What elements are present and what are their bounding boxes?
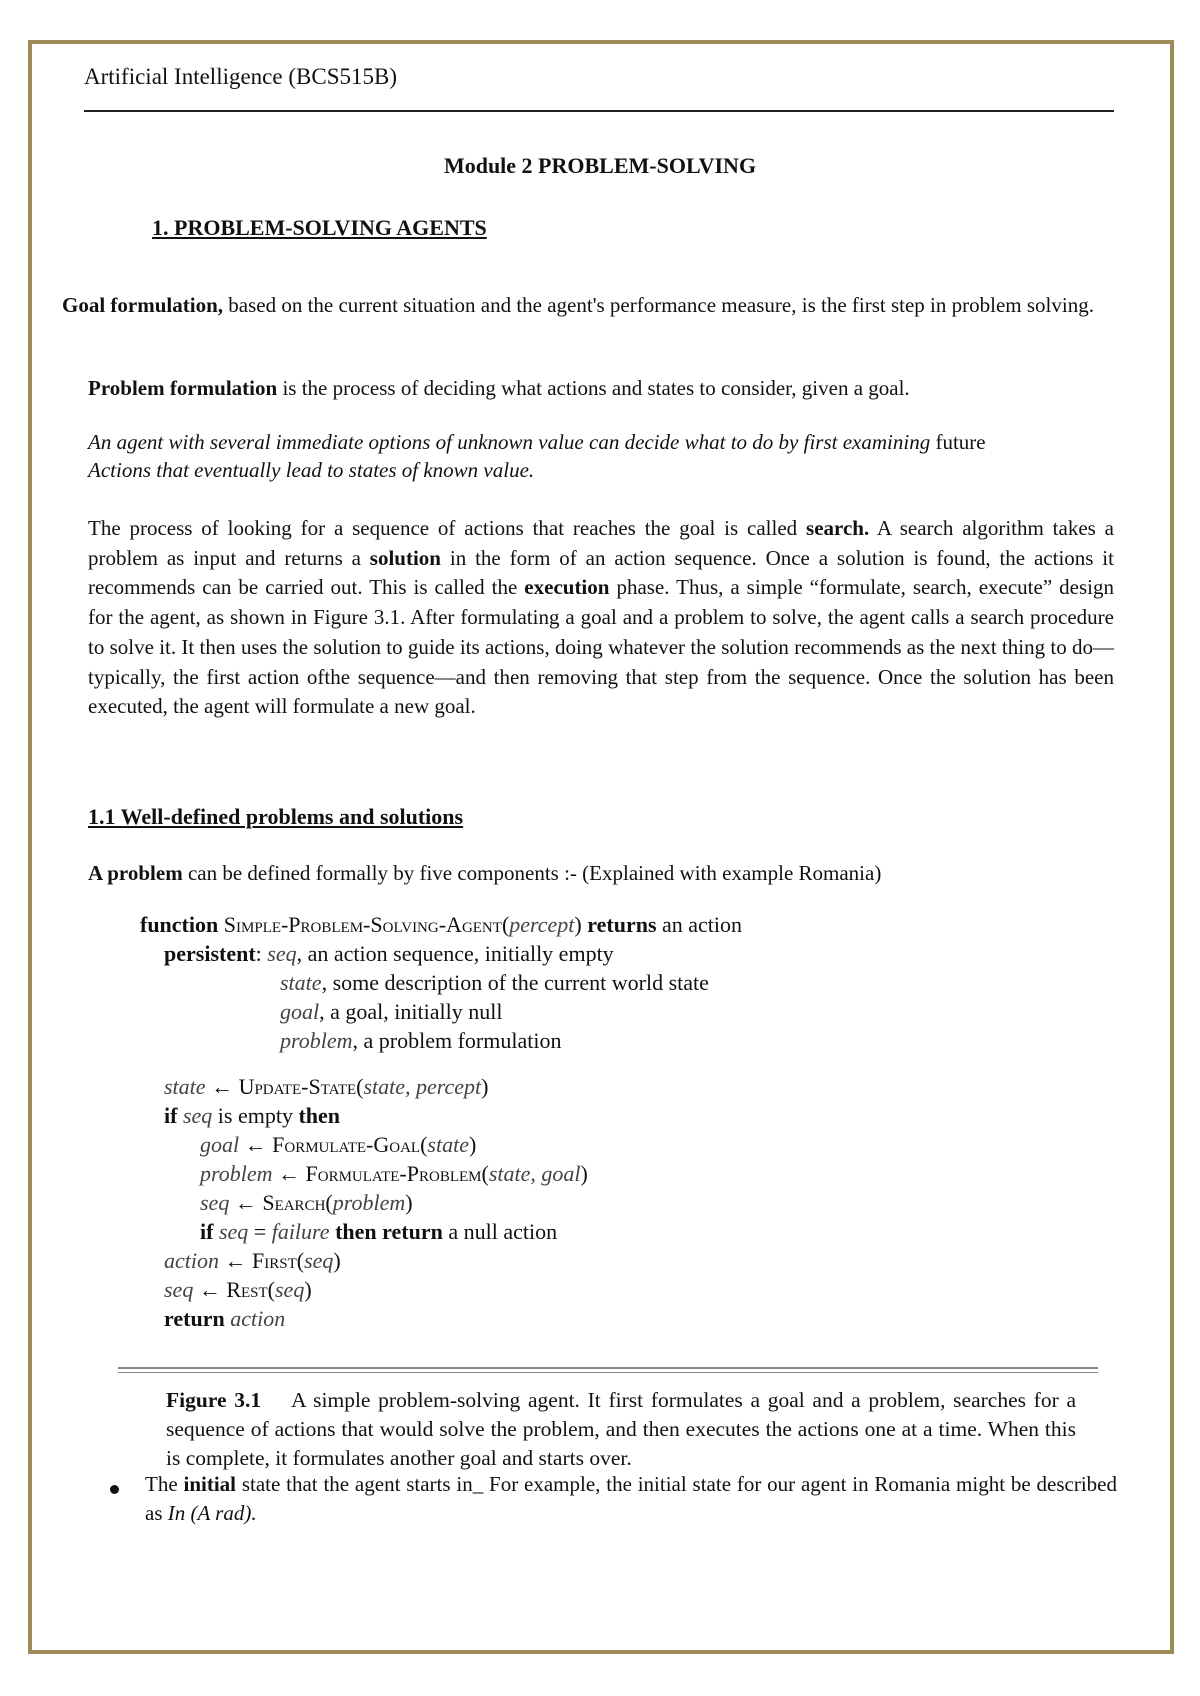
algo-if-empty-line: if seq is empty then [164, 1103, 341, 1128]
problem-formulation-paragraph [88, 373, 1128, 403]
options-paragraph [88, 428, 1120, 484]
search-paragraph [88, 514, 1114, 722]
figure-divider-thin [118, 1372, 1098, 1373]
initial-example: In (A rad). [167, 1501, 257, 1525]
algo-persistent-line: persistent: seq, an action sequence, initially empty [164, 941, 614, 966]
algo-update-state-line: state ← Update-State(state, percept) [164, 1074, 489, 1099]
algo-problem-decl: problem, a problem formulation [280, 1028, 562, 1053]
search-term: search. [806, 516, 870, 540]
algo-search-line: seq ← Search(problem) [200, 1190, 413, 1215]
course-title: Artificial Intelligence (BCS515B) [84, 64, 397, 89]
algo-function-name: Simple-Problem-Solving-Agent [223, 912, 502, 937]
search-text-1: The process of looking for a sequence of actions that reaches the goal is called [88, 516, 807, 540]
options-italic-text: An agent with several immediate options of unknown value can decide what to do by first examining [88, 430, 931, 454]
goal-formulation-paragraph [62, 290, 1120, 320]
search-text-3: in the form of an action sequence. Once a solution is found, the actions it recommends can be carried out. This is called the [88, 545, 1114, 600]
header-divider [84, 110, 1114, 112]
problem-formulation-text: is the process of deciding what actions and states to consider, given a goal. [277, 376, 910, 400]
initial-term: initial [183, 1472, 236, 1496]
algo-function-line: function Simple-Problem-Solving-Agent(percept) returns an action [140, 912, 743, 937]
algo-state-decl: state, some description of the current world state [280, 970, 709, 995]
algo-goal-decl: goal, a goal, initially null [280, 999, 503, 1024]
algo-return-line: return action [164, 1306, 286, 1331]
solution-term: solution [369, 545, 441, 570]
bullet-icon [110, 1485, 119, 1494]
problem-formulation-term: Problem formulation [88, 376, 278, 400]
problem-term: A problem [88, 861, 183, 885]
search-text-4: phase. Thus, a simple “formulate, search, execute” design for the agent, as shown in Figure 3.1. After formulating a goal and a problem to solve, the agent calls a search procedure to solve it. It then uses the solution to guide its actions, doing whatever the solution recommends as the next thing to do—typically, the first action ofthe sequence—and then removing that step from the sequence. Once the solution has been executed, the agent will formulate a new goal. [88, 575, 1114, 719]
problem-definition-text: can be defined formally by five components :- (Explained with example Romania) [182, 861, 882, 885]
figure-caption [166, 1386, 1076, 1473]
module-title: Module 2 PROBLEM-SOLVING [443, 153, 757, 178]
initial-state-bullet: The initial state that the agent starts in_ For example, the initial state for our agent in Romania might be described as In (A rad). [145, 1472, 1117, 1525]
subsection-title: 1.1 Well-defined problems and solutions [88, 804, 464, 829]
algo-first-line: action ← First(seq) [164, 1248, 341, 1273]
goal-formulation-term: Goal formulation, [62, 293, 223, 317]
figure-caption-text: A simple problem-solving agent. It first formulates a goal and a problem, searches for a sequence of actions that would solve the problem, and then executes the actions one at a time. When this is complete, it formulates another goal and starts over. [166, 1388, 1076, 1470]
figure-divider [118, 1367, 1098, 1369]
algo-formulate-problem-line: problem ← Formulate-Problem(state, goal) [200, 1161, 588, 1186]
execution-term: execution [524, 575, 610, 600]
problem-definition-paragraph [88, 858, 1128, 888]
goal-formulation-text: based on the current situation and the agent's performance measure, is the first step in problem solving. [223, 293, 1094, 317]
options-italic-text-2: Actions that eventually lead to states of known value. [88, 458, 535, 482]
algo-failure-line: if seq = failure then return a null action [200, 1219, 558, 1244]
search-text-2: A search algorithm takes a problem as input and returns a [88, 516, 1114, 570]
algo-formulate-goal-line: goal ← Formulate-Goal(state) [200, 1132, 477, 1157]
figure-label: Figure 3.1 [166, 1388, 262, 1412]
algo-rest-line: seq ← Rest(seq) [164, 1277, 312, 1302]
section-title: 1. PROBLEM-SOLVING AGENTS [152, 215, 487, 240]
options-plain-text: future [930, 430, 986, 454]
